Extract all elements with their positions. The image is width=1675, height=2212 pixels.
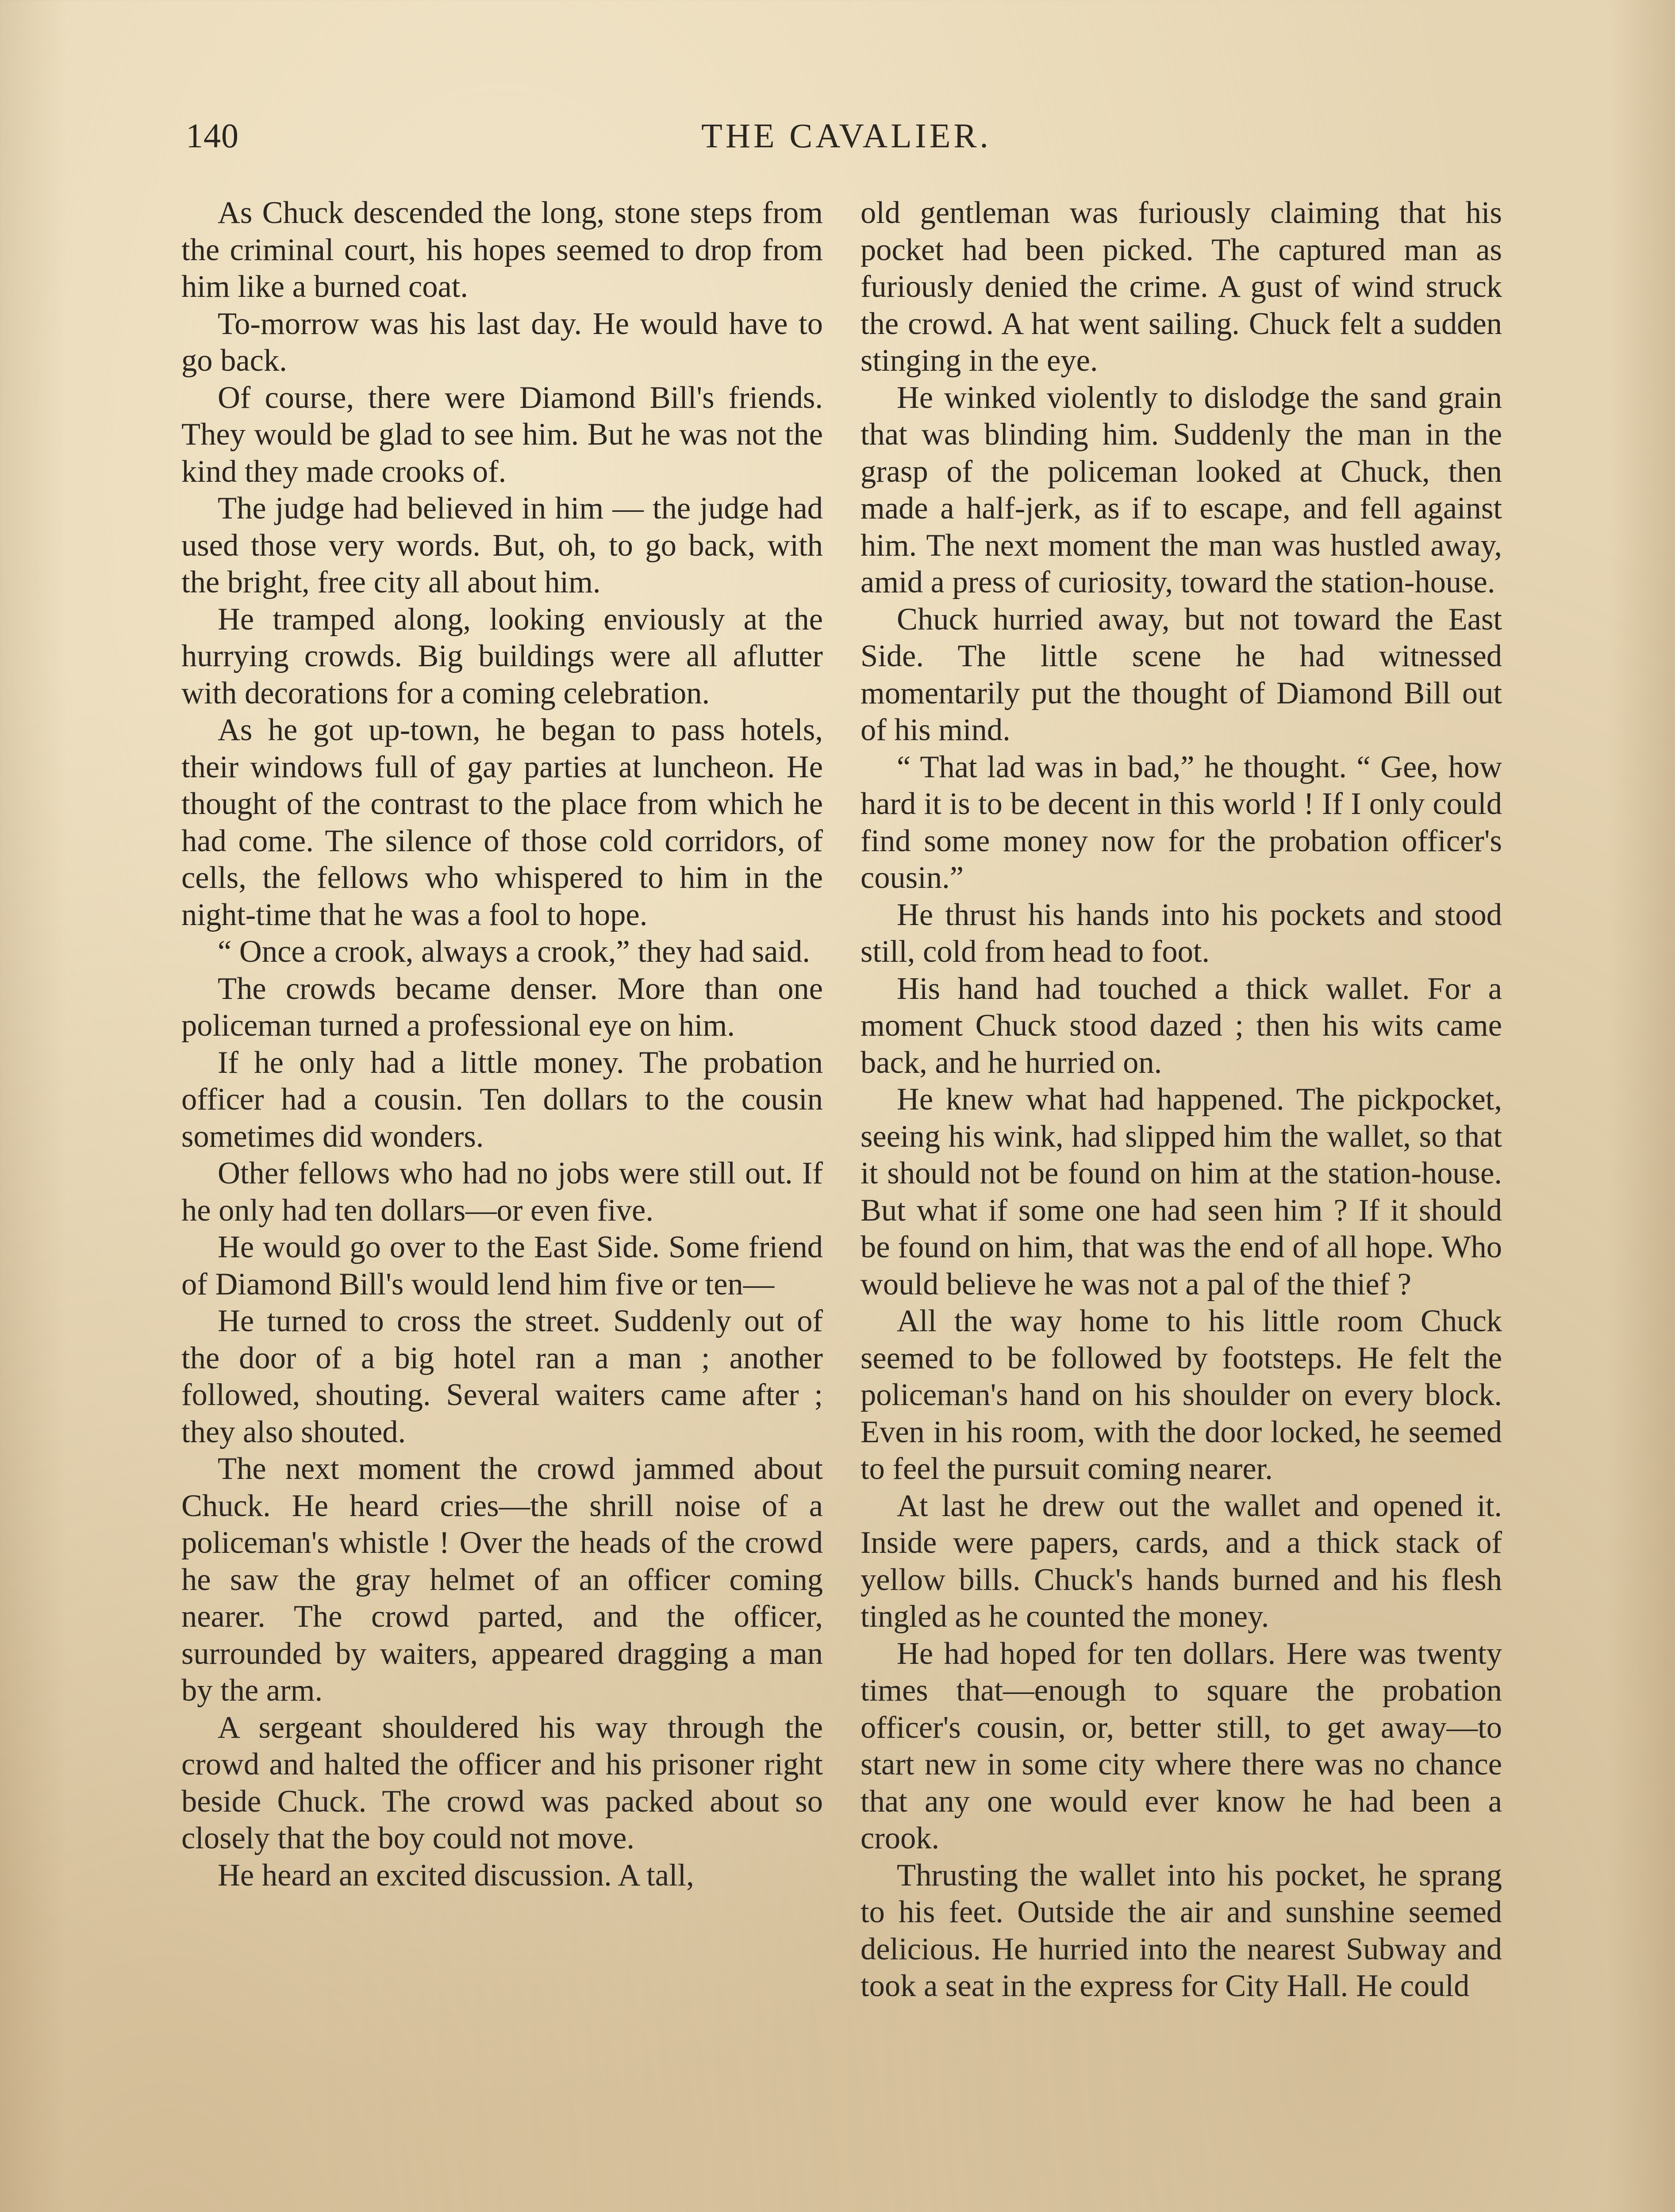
paragraph: Thrusting the wallet into his pocket, he sprang to his feet. Outside the air and sunshine seemed delicious. He hurried into the nearest Subway and took a seat in the express for City Hall. He could [861,1858,1502,2003]
paragraph: He had hoped for ten dollars. Here was twenty times that—enough to square the probation officer's cousin, or, better still, to get away—to start new in some city where there was no chance that any one would ever know he had been a crook. [861,1636,1502,1855]
paragraph: If he only had a little money. The probation officer had a cousin. Ten dollars to the cousin sometimes did wonders. [181,1045,823,1154]
paragraph: He turned to cross the street. Suddenly out of the door of a big hotel ran a man ; another followed, shouting. Several waiters came after ; they also shouted. [181,1304,823,1449]
paragraph: “ Once a crook, always a crook,” they had said. [218,934,810,969]
page-number: 140 [186,116,239,155]
paragraph: Chuck hurried away, but not toward the East Side. The little scene he had witnessed momentarily put the thought of Diamond Bill out of his mind. [861,602,1502,747]
paragraph: He thrust his hands into his pockets and stood still, cold from head to foot. [861,897,1502,969]
paragraph: “ That lad was in bad,” he thought. “ Gee, how hard it is to be decent in this world ! If I only could find some money now for the probation officer's cousin.” [861,749,1502,895]
paragraph: To-morrow was his last day. He would have to go back. [181,306,823,378]
paragraph: He tramped along, looking enviously at the hurrying crowds. Big buildings were all aflutter with decorations for a coming celebration. [181,602,823,710]
right-column [861,195,1502,2005]
paragraph: The next moment the crowd jammed about Chuck. He heard cries—the shrill noise of a policeman's whistle ! Over the heads of the crowd he saw the gray helmet of an officer coming nearer. The crowd parted, and the officer, surrounded by waiters, appeared dragging a man by the arm. [181,1452,823,1708]
paragraph: He heard an excited discussion. A tall, [218,1858,694,1893]
paragraph: He knew what had happened. The pickpocket, seeing his wink, had slipped him the wallet, so that it should not be found on him at the station-house. But what if some one had seen him ? If it should be found on him, that was the end of all hope. Who would believe he was not a pal of the thief ? [861,1082,1502,1302]
paragraph: The crowds became denser. More than one policeman turned a professional eye on him. [181,971,823,1043]
paragraph: A sergeant shouldered his way through the crowd and halted the officer and his prisoner right beside Chuck. The crowd was packed about so closely that the boy could not move. [181,1710,823,1855]
paragraph: He winked violently to dislodge the sand grain that was blinding him. Suddenly the man in the grasp of the policeman looked at Chuck, then made a half-jerk, as if to escape, and fell against him. The next moment the man was hustled away, amid a press of curiosity, toward the station-house. [861,380,1502,599]
paragraph: old gentleman was furiously claiming that his pocket had been picked. The captured man as furiously denied the crime. A gust of wind struck the crowd. A hat went sailing. Chuck felt a sudden stinging in the eye. [861,196,1502,378]
left-column [181,195,823,1894]
paragraph: The judge had believed in him — the judge had used those very words. But, oh, to go back, with the bright, free city all about him. [181,491,823,599]
paragraph: Of course, there were Diamond Bill's friends. They would be glad to see him. But he was not the kind they made crooks of. [181,380,823,489]
paragraph: His hand had touched a thick wallet. For a moment Chuck stood dazed ; then his wits came back, and he hurried on. [861,971,1502,1080]
paragraph: As he got up-town, he began to pass hotels, their windows full of gay parties at luncheon. He thought of the contrast to the place from which he had come. The silence of those cold corridors, of cells, the fellows who whispered to him in the night-time that he was a fool to hope. [181,713,823,932]
paragraph: All the way home to his little room Chuck seemed to be followed by footsteps. He felt the policeman's hand on his shoulder on every block. Even in his room, with the door locked, he seemed to feel the pursuit coming nearer. [861,1304,1502,1486]
paragraph: As Chuck descended the long, stone steps from the criminal court, his hopes seemed to drop from him like a burned coat. [181,196,823,304]
paragraph: He would go over to the East Side. Some friend of Diamond Bill's would lend him five or ten— [181,1230,823,1302]
paragraph: At last he drew out the wallet and opened it. Inside were papers, cards, and a thick stack of yellow bills. Chuck's hands burned and his flesh tingled as he counted the money. [861,1488,1502,1634]
paragraph: Other fellows who had no jobs were still out. If he only had ten dollars—or even five. [181,1156,823,1228]
running-title: THE CAVALIER. [701,116,991,155]
